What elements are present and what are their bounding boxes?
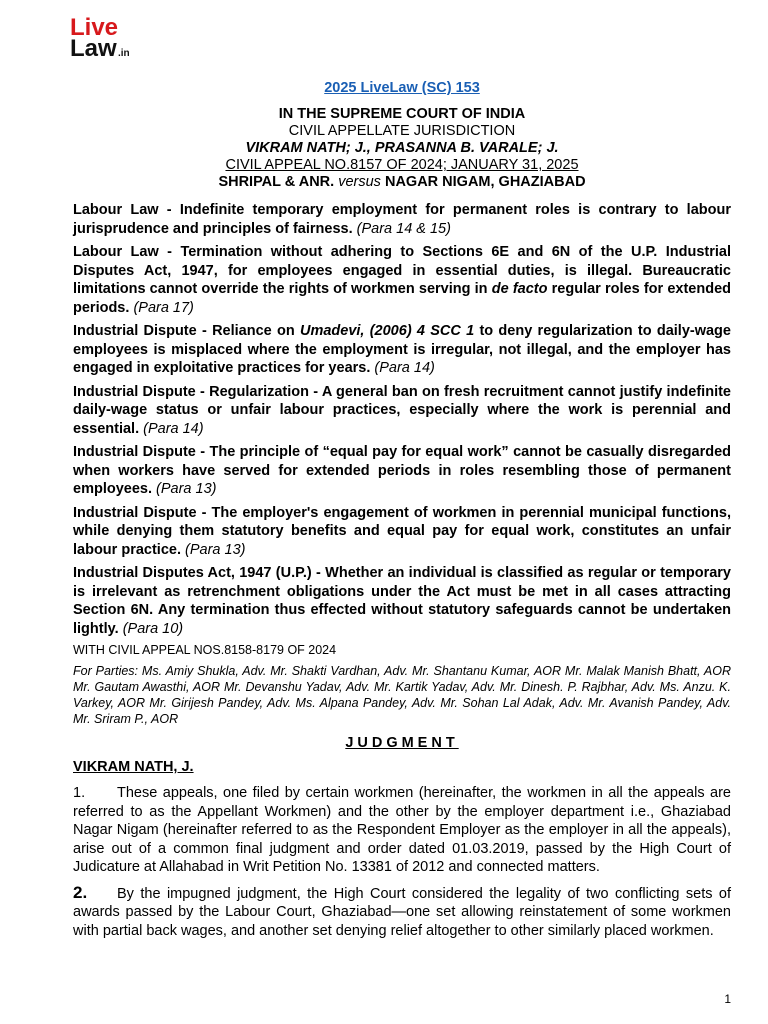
headnote-para-ref: (Para 13) (156, 481, 217, 497)
with-appeals: WITH CIVIL APPEAL NOS.8158-8179 OF 2024 (73, 643, 337, 657)
headnote-para-ref: (Para 14) (143, 420, 204, 437)
party-b: NAGAR NIGAM, GHAZIABAD (384, 174, 586, 190)
counsel-list: For Parties: Ms. Amiy Shukla, Adv. Mr. Shakti Vardhan, Adv. Mr. Shantanu Kumar, AOR Mr. Malak Manish Bhatt, AOR Mr. Gautam Awasthi, AOR Mr. Devanshu Yadav, Adv. Mr. Kartik Yadav, Adv. Mr. Dinesh. P. Rajbhar, Adv. Ms. Anzu. K. Varkey, AOR Mr. Girijesh Pandey, Adv. Ms. Alpana Pandey, Adv. Mr. Sohan Lal Adak, Adv. Mr. Avanish Pandey, Adv. Mr. Sriram P., AOR (73, 664, 731, 726)
headnote-text: Labour Law - Indefinite temporary employment for permanent roles is contrary to labour jurisprudence and principles of fairness. (73, 202, 731, 237)
headnote (73, 383, 731, 439)
headnote-text: to deny regularization to daily-wage employees is misplaced where the employment is irregular, not illegal, and the employer has engaged in exploitative practices for years. (73, 323, 731, 376)
headnote-para-ref: (Para 14 & 15) (356, 220, 451, 237)
paragraph-number: 1. (73, 785, 86, 801)
headnote-text: Labour Law - Termination without adhering to Sections 6E and 6N of the U.P. Industrial Disputes Act, 1947, for employees engaged in essential duties, is illegal. Bureaucratic limitations cannot override the rights of workmen serving in (73, 244, 731, 297)
paragraph-text: By the impugned judgment, the High Court considered the legality of two conflicting sets of awards passed by the Labour Court, Ghaziabad—one set allowing reinstatement of some workmen with partial back wages, and another set denying relief altogether to other similarly placed workmen. (73, 885, 731, 939)
judgment-paragraph (73, 884, 731, 941)
document-content (73, 80, 731, 947)
judgment-heading: JUDGMENT (345, 735, 459, 751)
headnote (73, 443, 731, 499)
headnote (73, 564, 731, 638)
logo-suffix-text: .in (118, 48, 130, 59)
headnote-para-ref: (Para 10) (122, 620, 184, 637)
judgment-paragraph (73, 784, 731, 877)
headnote-italic: Umadevi, (2006) 4 SCC 1 (299, 323, 475, 339)
logo-live-text: Live (70, 14, 119, 41)
headnote-text: Industrial Dispute - The employer's engagement of workmen in perennial municipal functions, while denying them statutory benefits and equal pay for equal work, constitutes an unfair labour practice. (73, 504, 731, 558)
headnote-text: Industrial Dispute - The principle of “equal pay for equal work” cannot be casually disregarded when workers have served for extended periods in roles resembling those of permanent employees. (73, 444, 731, 497)
paragraph-number: 2. (73, 882, 88, 902)
headnote-text: Industrial Disputes Act, 1947 (U.P.) - Whether an individual is classified as regular or temporary is irrelevant as retrenchment obligations under the Act must be met in all cases attracting Section 6N. Any termination thus effected without statutory safeguards cannot be undertaken lightly. (73, 565, 731, 637)
case-parties (73, 174, 731, 191)
page-number: 1 (724, 992, 731, 1006)
jurisdiction: CIVIL APPELLATE JURISDICTION (288, 123, 516, 139)
paragraph-text: These appeals, one filed by certain workmen (hereinafter, the workmen in all the appeals are referred to as the Appellant Workmen) and the other by the employer department i.e., Ghaziabad Nagar Nigam (hereinafter referred to as the Respondent Employer as the employer in all the appeals), arise out of a common final judgment and order dated 01.03.2019, passed by the High Court of Judicature at Allahabad in Writ Petition No. 13381 of 2012 and connected matters. (73, 785, 731, 875)
headnote-text: Industrial Dispute - Regularization - A general ban on fresh recruitment cannot justify indefinite daily-wage status or unfair labour practices, especially where the work is perennial and essential. (73, 383, 731, 437)
headnote-text: Industrial Dispute - Reliance on (73, 323, 300, 339)
citation-link[interactable]: 2025 LiveLaw (SC) 153 (324, 80, 480, 96)
headnote (73, 322, 731, 378)
logo-law-text: Law (70, 35, 117, 60)
headnote (73, 243, 731, 317)
judge-name: VIKRAM NATH, J. (73, 759, 194, 775)
livelaw-logo (70, 14, 200, 60)
headnote-text: regular roles for extended periods. (73, 281, 731, 316)
party-a: SHRIPAL & ANR. (218, 174, 335, 190)
versus-text: versus (338, 174, 381, 190)
headnote-para-ref: (Para 17) (133, 299, 194, 316)
headnote-para-ref: (Para 14) (374, 360, 435, 376)
headnote (73, 201, 731, 238)
bench: VIKRAM NATH; J., PRASANNA B. VARALE; J. (245, 140, 559, 156)
court-name: IN THE SUPREME COURT OF INDIA (278, 106, 526, 122)
case-number: CIVIL APPEAL NO.8157 OF 2024; JANUARY 31, 2025 (225, 157, 579, 173)
headnote-para-ref: (Para 13) (185, 541, 246, 558)
headnote (73, 504, 731, 560)
headnote-italic: de facto (491, 281, 548, 297)
